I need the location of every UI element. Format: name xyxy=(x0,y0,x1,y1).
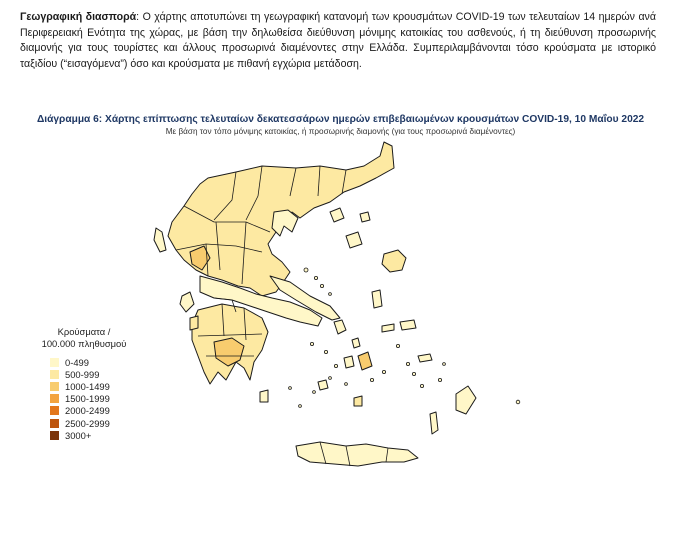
legend-rows xyxy=(36,356,132,441)
legend-swatch xyxy=(50,358,59,367)
legend-swatch xyxy=(50,382,59,391)
legend-swatch xyxy=(50,394,59,403)
legend-swatch xyxy=(50,406,59,415)
map-region-milos xyxy=(318,380,328,390)
legend-label: 2000-2499 xyxy=(65,405,110,417)
map-region-rhodes xyxy=(456,386,476,414)
map-subtitle: Με βάση τον τόπο μόνιμης κατοικίας, ή προσωρινής διαμονής (για τους προσωρινά διαμένοντες) xyxy=(165,127,516,136)
legend-swatch xyxy=(50,419,59,428)
map-region-kos xyxy=(418,354,432,362)
legend-label: 2500-2999 xyxy=(65,417,110,429)
map-region-crete xyxy=(296,442,418,466)
legend-label: 0-499 xyxy=(65,356,89,368)
legend-item xyxy=(36,380,132,392)
legend-label: 3000+ xyxy=(65,429,92,441)
map-region-samothraki xyxy=(360,212,370,222)
map-title: Διάγραμμα 6: Χάρτης επίπτωσης τελευταίων δεκατεσσάρων ημερών επιβεβαιωμένων κρουσμάτων COVID-19, 10 Μαΐου 2022 xyxy=(36,114,645,125)
map-legend xyxy=(36,326,132,441)
map-region-mykonos xyxy=(352,338,360,348)
map-region-karpathos xyxy=(430,412,438,434)
map-region-andros xyxy=(334,320,346,334)
map-region-kythira xyxy=(260,390,268,402)
intro-lead: Γεωγραφική διασπορά xyxy=(20,11,137,23)
legend-title xyxy=(36,326,132,350)
legend-label: 1000-1499 xyxy=(65,380,110,392)
legend-item xyxy=(36,405,132,417)
map-region-chios xyxy=(372,290,382,308)
legend-item xyxy=(36,356,132,368)
map-region-lesvos xyxy=(382,250,406,272)
map-region-lemnos xyxy=(346,232,362,248)
legend-item xyxy=(36,417,132,429)
map-region-kefalonia xyxy=(180,292,194,312)
map-region-paros xyxy=(344,356,354,368)
map-region-naxos xyxy=(358,352,372,370)
legend-item xyxy=(36,393,132,405)
legend-swatch xyxy=(50,431,59,440)
legend-item xyxy=(36,368,132,380)
legend-label: 500-999 xyxy=(65,368,100,380)
legend-label: 1500-1999 xyxy=(65,393,110,405)
legend-item xyxy=(36,429,132,441)
legend-title-line1: Κρούσματα / xyxy=(57,326,111,337)
map-region-corfu xyxy=(154,228,166,252)
map-region-samos xyxy=(400,320,416,330)
map-region-thasos xyxy=(330,208,344,222)
legend-swatch xyxy=(50,370,59,379)
map-region-santorini xyxy=(354,396,362,406)
map-region-ikaria xyxy=(382,324,394,332)
intro-text: : Ο χάρτης αποτυπώνει τη γεωγραφική κατανομή των κρουσμάτων COVID-19 των τελευταίων 14 ημερών ανά Περιφερειακή Ενότητα της χώρας, με βάση την δηλωθείσα διεύθυνση μόνιμης κατοικίας του ασθενούς, ή τη διεύθυνση προσωρινής διαμονής για τους τουρίστες και άλλους προσωρινά διαμένοντες στην Ελλάδα. Συμπεριλαμβάνονται τόσο κρούσματα με ιστορικό ταξιδίου (“εισαγόμενα”) όσο και κρούσματα με πιθανή εγχώρια μετάδοση. xyxy=(20,11,656,70)
map-region-zakynthos xyxy=(190,316,198,330)
legend-title-line2: 100.000 πληθυσμού xyxy=(41,338,127,349)
